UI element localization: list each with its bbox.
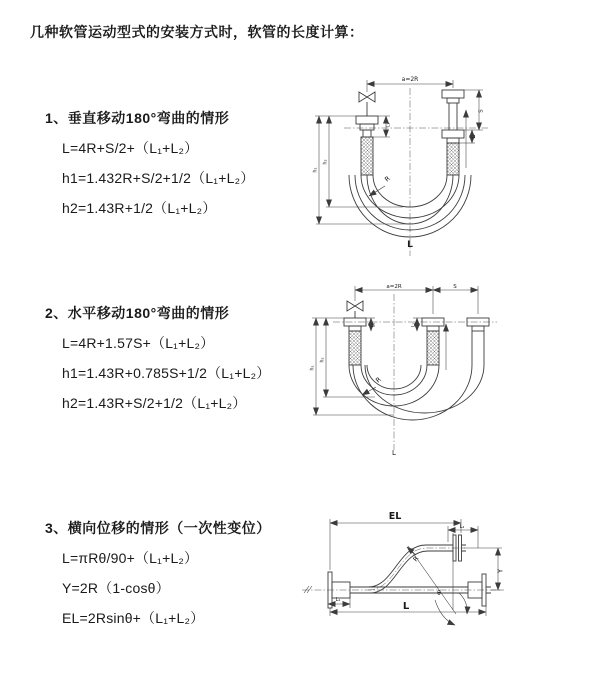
dimension-l1 (373, 116, 392, 137)
left-pipe-fitting (356, 116, 378, 175)
left-pipe-fitting (344, 318, 366, 365)
valve-icon (359, 92, 375, 116)
dim-label-h2: h₂ (319, 357, 326, 363)
angle-callout (435, 590, 467, 625)
radius-label: R (374, 375, 383, 385)
formula-line: L=4R+1.57S+（L₁+L₂） (62, 335, 215, 351)
formula-line: L=πRθ/90+（L₁+L₂） (62, 550, 199, 566)
dim-label-s: S (453, 284, 457, 290)
dim-label-l1: L₁ (335, 597, 341, 603)
radius-label: R (411, 554, 421, 564)
radius-label: R (383, 174, 392, 184)
formula-line: h1=1.432R+S/2+1/2（L₁+L₂） (62, 170, 255, 186)
formula-line: Y=2R（1-cosθ） (62, 580, 170, 596)
lateral-offset-diagram (298, 498, 598, 663)
dimension-l (330, 601, 486, 616)
hose-u-arcs (349, 365, 484, 420)
length-label: L (407, 240, 413, 250)
dim-label-l1: L₁ (386, 122, 392, 128)
formula-line: h2=1.43R+S/2+1/2（L₁+L₂） (62, 395, 247, 411)
formula-line: h2=1.43R+1/2（L₁+L₂） (62, 200, 217, 216)
valve-icon (347, 301, 363, 318)
section-3-heading: 3、横向位移的情形（一次性变位） (45, 520, 271, 536)
section-1-heading: 1、垂直移动180°弯曲的情形 (45, 110, 230, 126)
section-vertical-bend (45, 108, 254, 229)
radius-callout (369, 174, 392, 196)
page-title: 几种软管运动型式的安装方式时，软管的长度计算： (30, 24, 364, 40)
dim-label-el: EL (388, 511, 402, 522)
dim-label-h1: h₁ (312, 167, 319, 173)
s-curve-hose (350, 545, 453, 593)
dimension-l2 (448, 524, 478, 548)
dim-label-a2r: a=2R (401, 76, 419, 83)
dimension-l2 (411, 318, 423, 331)
formula-line: EL=2Rsinθ+（L₁+L₂） (62, 610, 205, 626)
vertical-bend-diagram (308, 70, 593, 265)
section-lateral-offset (45, 518, 271, 639)
dim-label-a2r: a=2R (386, 284, 402, 290)
centerline-break-mark (304, 586, 312, 593)
dimension-h2 (320, 318, 376, 397)
horizontal-bend-diagram (305, 278, 600, 463)
length-label: L (392, 449, 396, 457)
section-horizontal-bend (45, 303, 270, 424)
dim-label-l: L (402, 601, 410, 612)
shifted-pipe-fitting (467, 318, 489, 365)
dimension-l1 (366, 318, 376, 331)
formula-line: h1=1.43R+0.785S+1/2（L₁+L₂） (62, 365, 271, 381)
dim-label-l2: L₂ (459, 524, 465, 530)
dim-label-h1: h₁ (309, 365, 316, 371)
dim-label-l2: L₂ (410, 322, 416, 328)
angle-label: θ (437, 590, 441, 597)
section-2-heading: 2、水平移动180°弯曲的情形 (45, 305, 230, 321)
dimension-l2 (459, 130, 476, 143)
dim-label-l2: L₂ (471, 134, 477, 139)
dimension-a2r (355, 284, 478, 314)
dim-label-l1: L₁ (370, 322, 376, 328)
dim-label-h2: h₂ (322, 159, 329, 165)
center-lines (333, 294, 497, 450)
dimension-el (330, 511, 461, 570)
dimension-s (433, 284, 478, 290)
middle-pipe-fitting (422, 318, 444, 365)
dim-label-s: S (478, 109, 485, 113)
right-pipe-fitting (442, 90, 464, 175)
dim-label-y: Y (496, 568, 505, 574)
formula-line: L=4R+S/2+（L₁+L₂） (62, 140, 199, 156)
dimension-s (464, 90, 485, 130)
